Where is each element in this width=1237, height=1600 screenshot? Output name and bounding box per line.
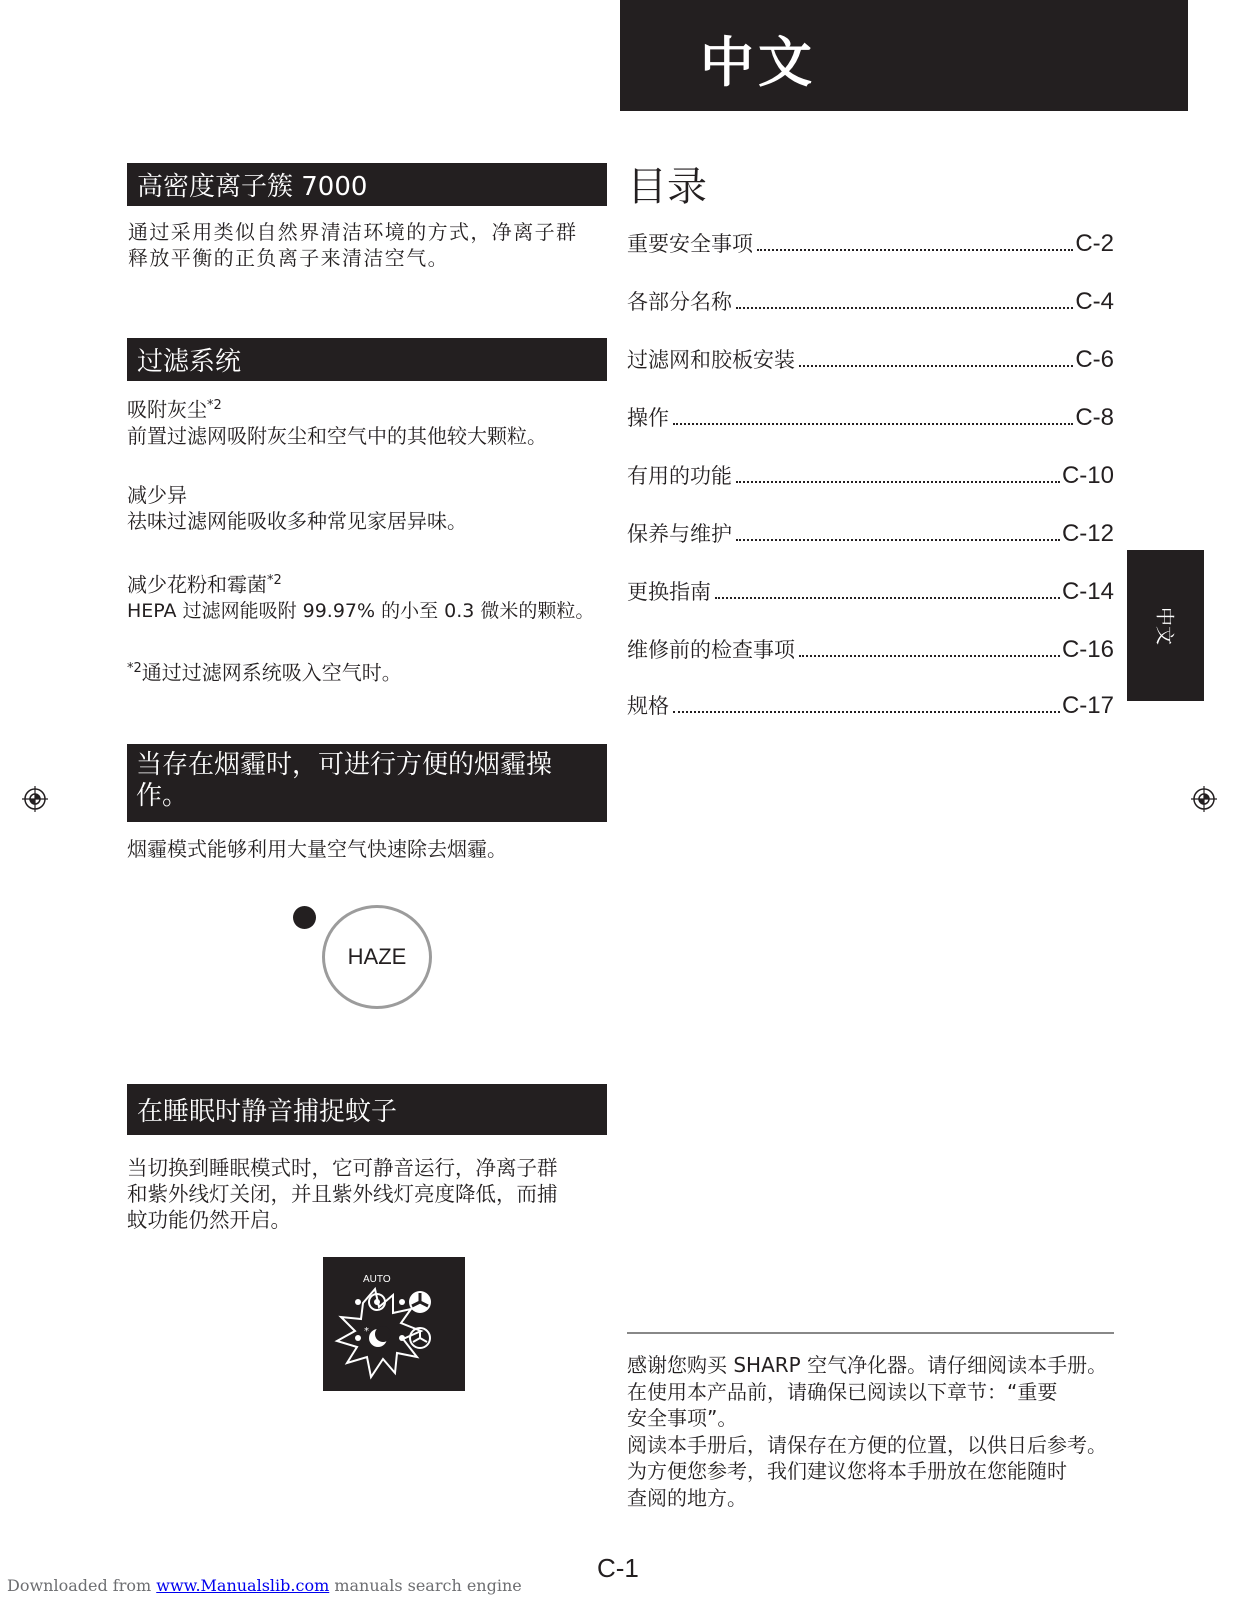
footer-suffix: manuals search engine [329, 1576, 522, 1595]
toc-leader-dots [736, 481, 1060, 483]
section-heading-text: 在睡眠时静音捕捉蚊子 [137, 1097, 398, 1127]
svg-text:*: * [364, 1326, 369, 1337]
filter-item-desc: HEPA 过滤网能吸附 99.97% 的小至 0.3 微米的颗粒。 [127, 599, 595, 622]
language-title: 中文 [700, 31, 816, 94]
intro-line: 为方便您参考，我们建议您将本手册放在您能随时 [627, 1459, 1067, 1483]
filter-item-title: 吸附灰尘 [127, 397, 207, 422]
registration-mark-icon [22, 786, 48, 812]
footer-link[interactable]: www.Manualslib.com [156, 1576, 330, 1595]
section-body-haze: 烟霾模式能够利用大量空气快速除去烟霾。 [127, 837, 507, 861]
intro-text [627, 1352, 1127, 1511]
toc-leader-dots [715, 597, 1060, 599]
toc-entry-label: 保养与维护 [627, 522, 732, 546]
language-side-tab [1127, 550, 1204, 701]
toc-entry-page: C-2 [1075, 230, 1114, 257]
filter-item-pollen [127, 568, 617, 624]
divider-rule [627, 1332, 1114, 1334]
toc-entry-label: 维修前的检查事项 [627, 638, 795, 662]
page-number: C-1 [597, 1553, 639, 1583]
download-footer [7, 1576, 522, 1595]
toc-entry[interactable] [627, 576, 1114, 606]
body-line: 释放平衡的正负离子来清洁空气。 [128, 246, 449, 270]
footer-prefix: Downloaded from [7, 1576, 157, 1595]
toc-entry[interactable] [627, 518, 1114, 548]
section-heading-ion-cluster [127, 163, 607, 206]
toc-entry-label: 各部分名称 [627, 290, 732, 314]
toc-entry-page: C-10 [1061, 462, 1114, 489]
section-heading-line: 当存在烟霾时，可进行方便的烟霾操 [136, 750, 553, 780]
footnote-text: 通过过滤网系统吸入空气时。 [141, 660, 402, 685]
filter-item-desc: 前置过滤网吸附灰尘和空气中的其他较大颗粒。 [127, 423, 547, 448]
intro-line: 查阅的地方。 [627, 1485, 747, 1510]
filter-item-dust [127, 393, 612, 449]
toc-entry-page: C-8 [1075, 404, 1114, 431]
section-body-ion-cluster [128, 219, 613, 271]
toc-entry-label: 重要安全事项 [627, 232, 753, 256]
intro-line: 感谢您购买 SHARP 空气净化器。请仔细阅读本手册。 [627, 1353, 1108, 1377]
toc-entry-label: 过滤网和胶板安装 [627, 348, 795, 372]
filter-item-odor [127, 482, 612, 534]
fan-mid-icon [410, 1328, 430, 1348]
body-line: 蚊功能仍然开启。 [127, 1208, 291, 1232]
toc-leader-dots [799, 655, 1060, 657]
toc-leader-dots [736, 307, 1073, 309]
toc-entry-label: 规格 [627, 694, 669, 718]
toc-entry[interactable] [627, 460, 1114, 490]
footnote-ref: *2 [267, 573, 282, 588]
section-heading-text: 过滤系统 [137, 347, 242, 377]
toc-entry-page: C-4 [1075, 288, 1114, 315]
footnote-ref: *2 [207, 398, 222, 413]
toc-entry[interactable] [627, 634, 1114, 664]
section-heading-line: 作。 [136, 781, 189, 811]
body-line: 当切换到睡眠模式时，它可静音运行，净离子群 [127, 1156, 558, 1180]
fan-high-icon [409, 1291, 431, 1313]
toc-leader-dots [673, 423, 1073, 425]
intro-line: 在使用本产品前，请确保已阅读以下章节：“重要 [627, 1379, 1058, 1404]
section-body-mosquito [127, 1155, 617, 1233]
toc-leader-dots [736, 539, 1060, 541]
toc-entry-page: C-6 [1075, 346, 1114, 373]
haze-button[interactable] [322, 905, 432, 1009]
intro-line: 安全事项”。 [627, 1406, 738, 1430]
body-line: 通过采用类似自然界清洁环境的方式，净离子群 [128, 220, 578, 244]
sleep-mode-panel [323, 1257, 465, 1391]
section-heading-filter-system [127, 338, 607, 381]
toc-leader-dots [673, 711, 1060, 713]
toc-entry-page: C-17 [1061, 692, 1114, 719]
toc-entry[interactable] [627, 402, 1114, 432]
toc-entry-page: C-12 [1061, 520, 1114, 547]
toc-entry-label: 操作 [627, 406, 669, 430]
intro-line: 阅读本手册后，请保存在方便的位置，以供日后参考。 [627, 1432, 1107, 1457]
toc-leader-dots [799, 365, 1073, 367]
toc-entry-page: C-14 [1061, 578, 1114, 605]
filter-item-title: 减少异 [127, 483, 187, 507]
filter-item-desc: 祛味过滤网能吸收多种常见家居异味。 [127, 509, 467, 533]
toc-entry-label: 更换指南 [627, 580, 711, 604]
section-heading-mosquito [127, 1084, 607, 1135]
registration-mark-icon [1191, 786, 1217, 812]
filter-item-title: 减少花粉和霉菌 [127, 572, 267, 597]
haze-button-label: HAZE [347, 944, 407, 969]
toc-entry-page: C-16 [1061, 636, 1114, 663]
toc-entry-label: 有用的功能 [627, 464, 732, 488]
toc-entry[interactable] [627, 286, 1114, 316]
section-heading-haze [127, 744, 607, 822]
toc-leader-dots [757, 249, 1073, 251]
section-heading-text: 高密度离子簇 7000 [137, 172, 368, 202]
toc-entry[interactable] [627, 344, 1114, 374]
body-line: 和紫外线灯关闭，并且紫外线灯亮度降低，而捕 [127, 1182, 558, 1206]
footnote-marker: *2 [127, 661, 142, 676]
filter-footnote [127, 656, 612, 686]
toc-entry[interactable] [627, 690, 1114, 720]
language-side-tab-label: 中文 [1153, 606, 1175, 645]
auto-label: AUTO [363, 1274, 391, 1285]
toc-title: 目录 [627, 164, 707, 210]
sleep-panel-icons [323, 1257, 465, 1391]
toc-entry[interactable] [627, 228, 1114, 258]
language-banner [620, 0, 1188, 111]
haze-indicator-light [293, 906, 316, 929]
